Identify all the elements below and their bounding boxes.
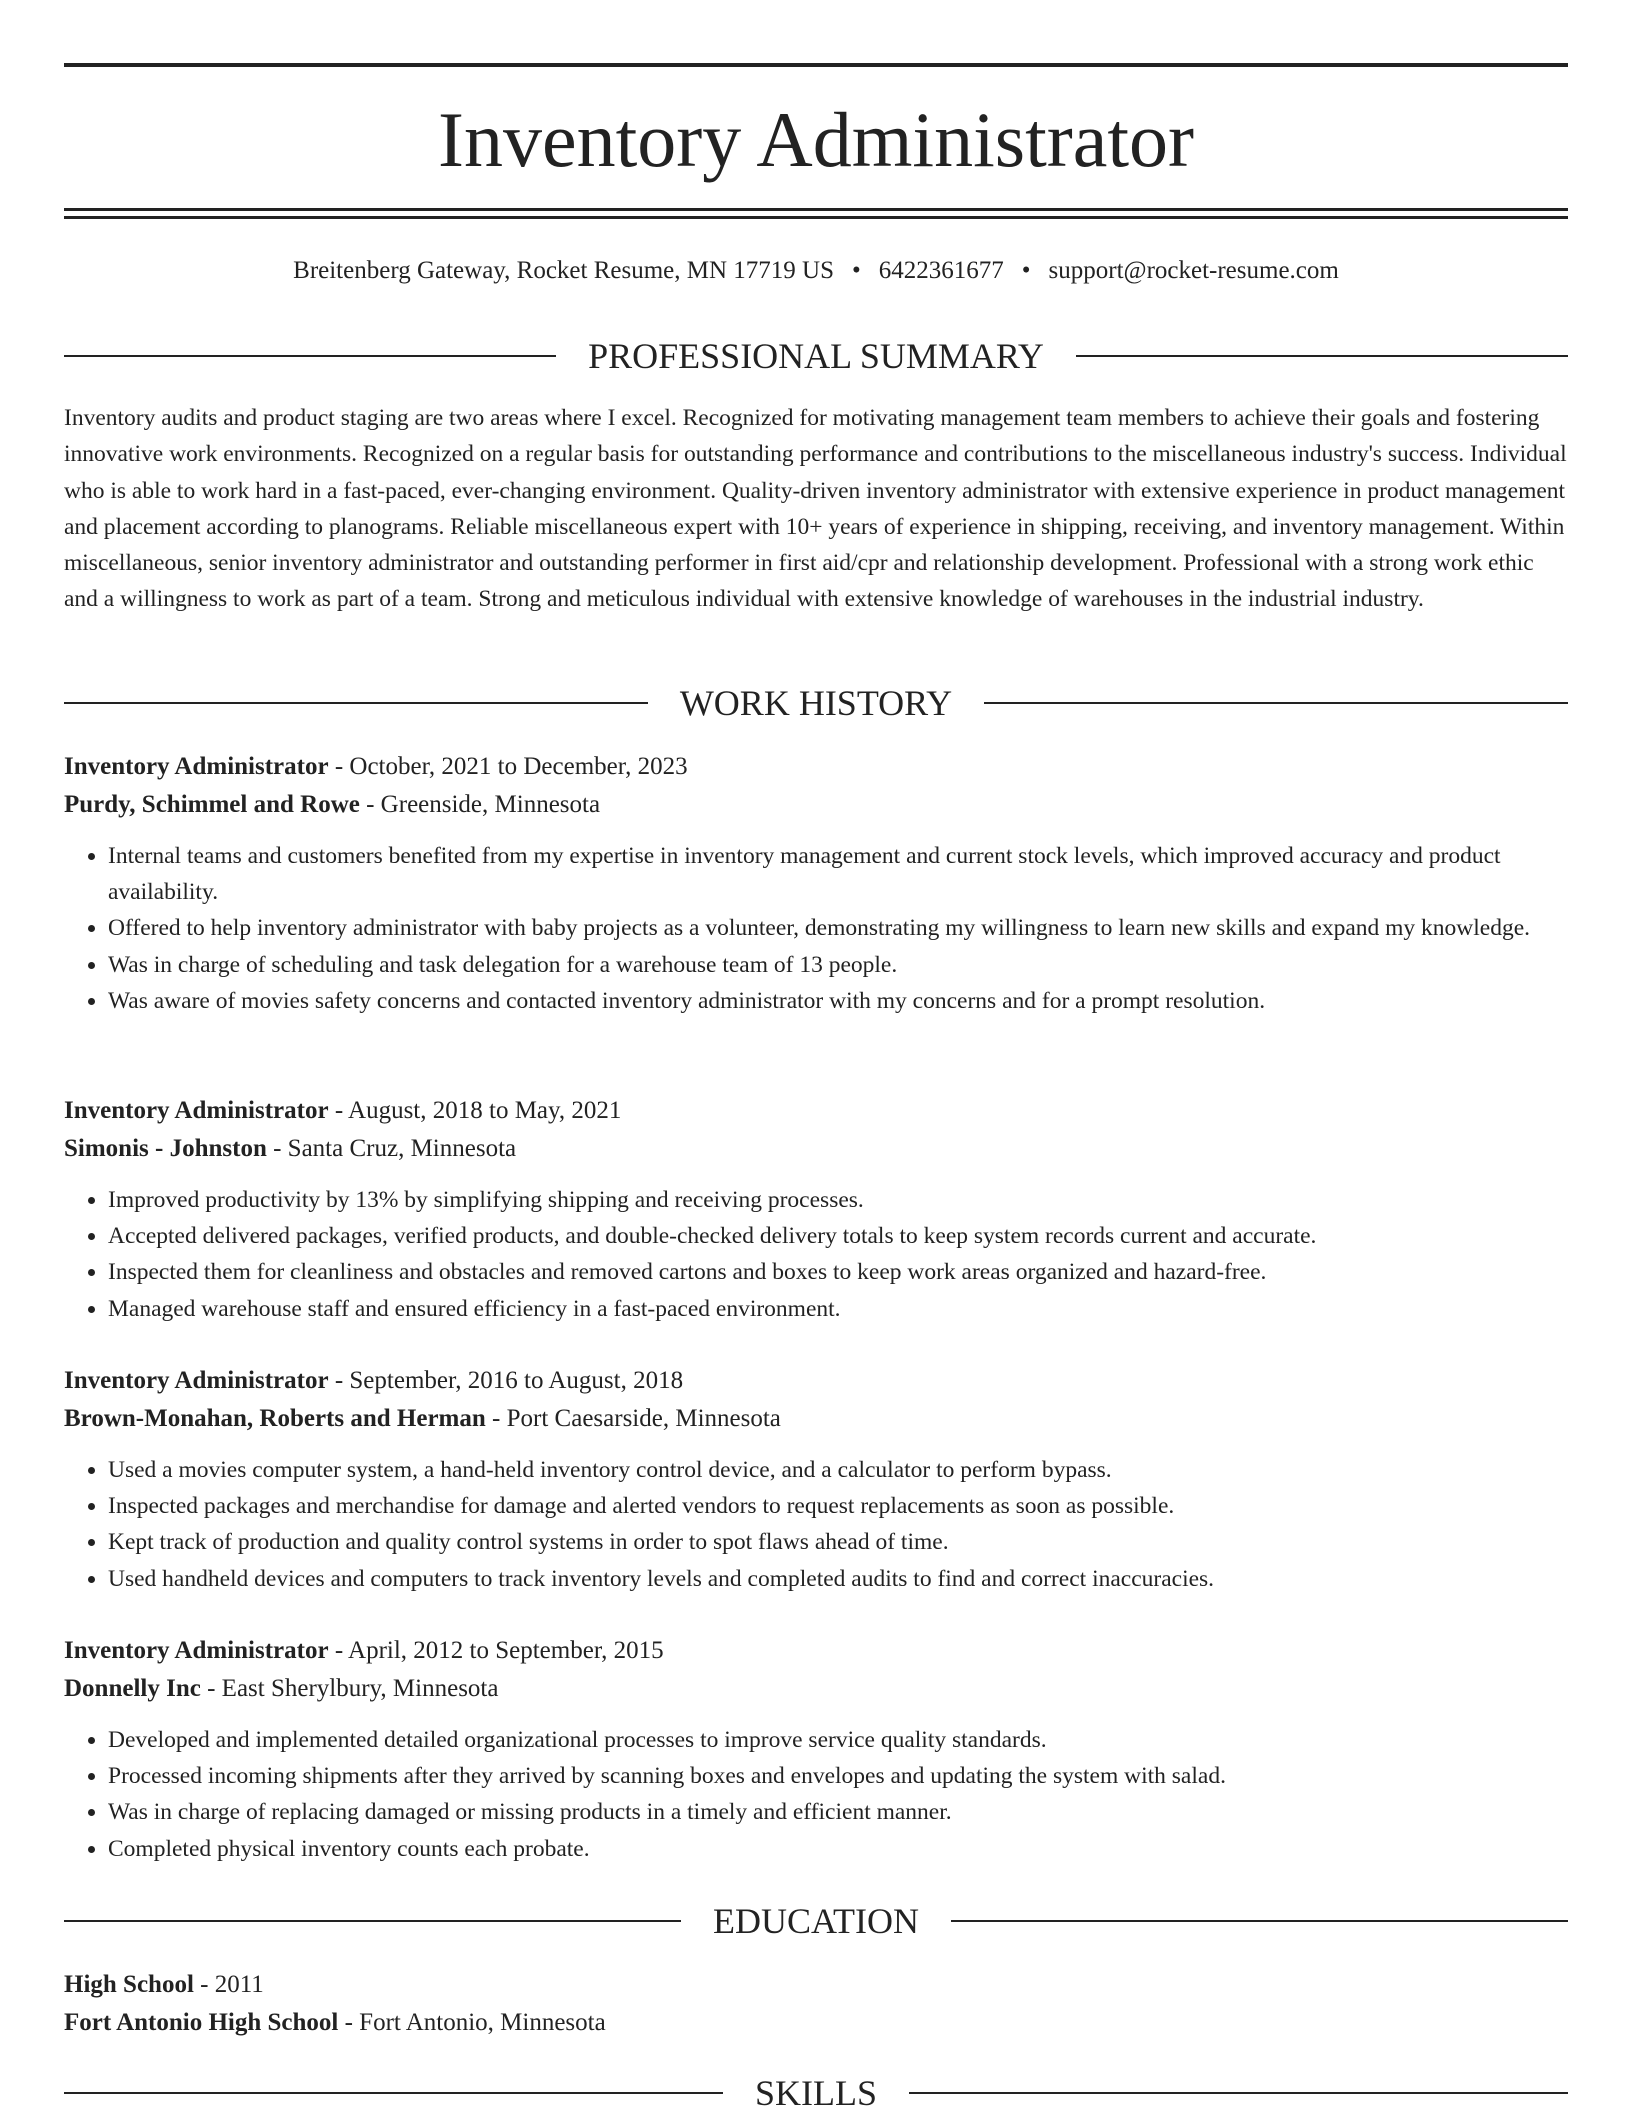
section-heading-work [64,681,1568,725]
list-item: • Managed warehouse staff and ensured efficiency in a fast-paced environment. [108,1291,1568,1327]
job-location: - Santa Cruz, Minnesota [266,1135,517,1162]
heading-rule [1076,355,1568,357]
job-entry [64,1362,1568,1597]
job-bullets [64,1452,1568,1597]
job-company-line [64,1130,1568,1168]
section-heading-summary [64,334,1568,378]
job-dates: - August, 2018 to May, 2021 [328,1097,622,1124]
list-item: • Offered to help inventory administrator with baby projects as a volunteer, demonstrating my willingness to learn new skills and expand my knowledge. [108,910,1568,946]
list-item: • Inspected packages and merchandise for damage and alerted vendors to request replacements as soon as possible. [108,1488,1568,1524]
education-school-line [64,2004,1568,2042]
job-title-line [64,1362,1568,1400]
list-item: • Accepted delivered packages, verified products, and double-checked delivery totals to keep system records current and accurate. [108,1218,1568,1254]
job-title: Inventory Administrator [64,1367,329,1394]
job-company: Simonis - Johnston [64,1135,267,1162]
separator-dot: • [1021,257,1031,284]
job-title-line [64,748,1568,786]
heading-rule [909,2092,1568,2094]
education-entry [64,1966,1568,2042]
job-title: Inventory Administrator [64,1637,329,1664]
section-heading-education [64,1899,1568,1943]
list-item: • Improved productivity by 13% by simplifying shipping and receiving processes. [108,1182,1568,1218]
education-degree-line [64,1966,1568,2004]
heading-rule [64,2092,723,2094]
job-entry [64,748,1568,1019]
job-bullets [64,1182,1568,1327]
job-company: Brown-Monahan, Roberts and Herman [64,1405,486,1432]
education-school: Fort Antonio High School [64,2009,339,2036]
education-location: - Fort Antonio, Minnesota [338,2009,606,2036]
education-degree: High School [64,1971,194,1998]
list-item: • Used handheld devices and computers to track inventory levels and completed audits to find and correct inaccuracies. [108,1561,1568,1597]
job-company: Donnelly Inc [64,1675,201,1702]
job-title: Inventory Administrator [64,1097,329,1124]
education-year: - 2011 [193,1971,264,1998]
contact-line [64,255,1568,287]
email: support@rocket-resume.com [1048,257,1339,284]
job-company: Purdy, Schimmel and Rowe [64,791,360,818]
job-location: - East Sherylbury, Minnesota [200,1675,499,1702]
job-bullets [64,838,1568,1019]
summary-paragraph: Inventory audits and product staging are two areas where I excel. Recognized for motivating management team members to achieve their goals and fostering innovative work environments. Recognized on a regular basis for outstanding performance and contributions to the miscellaneous industry's success. Individual who is able to work hard in a fast-paced, ever-changing environment. Quality-driven inventory administrator with extensive experience in product management and placement according to planograms. Reliable miscellaneous expert with 10+ years of experience in shipping, receiving, and inventory management. Within miscellaneous, senior inventory administrator and outstanding performer in first aid/cpr and relationship development. Professional with a strong work ethic and a willingness to work as part of a team. Strong and meticulous individual with extensive knowledge of warehouses in the industrial industry. [64,405,1567,613]
job-location: - Greenside, Minnesota [359,791,601,818]
phone: 6422361677 [878,257,1004,284]
job-bullets [64,1722,1568,1867]
list-item: • Developed and implemented detailed organizational processes to improve service quality standards. [108,1722,1568,1758]
double-rule-top [64,208,1568,211]
job-title: Inventory Administrator [64,753,329,780]
list-item: • Processed incoming shipments after they arrived by scanning boxes and envelopes and updating the system with salad. [108,1758,1568,1794]
separator-dot: • [852,257,861,284]
heading-rule [64,702,648,704]
job-dates: - October, 2021 to December, 2023 [328,753,688,780]
double-rule-bottom [64,216,1568,219]
job-location: - Port Caesarside, Minnesota [485,1405,781,1432]
section-title: PROFESSIONAL SUMMARY [588,336,1044,376]
address: Breitenberg Gateway, Rocket Resume, MN 17719 US [293,257,835,284]
list-item: • Inspected them for cleanliness and obstacles and removed cartons and boxes to keep work areas organized and hazard-free. [108,1254,1568,1290]
list-item: • Kept track of production and quality control systems in order to spot flaws ahead of time. [108,1524,1568,1560]
list-item: • Was in charge of scheduling and task delegation for a warehouse team of 13 people. [108,947,1568,983]
job-entry [64,1632,1568,1867]
job-title-line [64,1632,1568,1670]
list-item: • Internal teams and customers benefited from my expertise in inventory management and current stock levels, which improved accuracy and product availability. [108,838,1568,910]
heading-rule [64,355,556,357]
job-entry [64,1092,1568,1327]
candidate-name: Inventory Administrator [437,96,1195,183]
heading-rule [951,1920,1568,1922]
job-company-line [64,786,1568,824]
heading-rule [984,702,1568,704]
job-dates: - September, 2016 to August, 2018 [328,1367,684,1394]
section-title: EDUCATION [713,1901,919,1941]
job-dates: - April, 2012 to September, 2015 [328,1637,664,1664]
section-title: SKILLS [755,2073,878,2113]
job-company-line [64,1400,1568,1438]
job-company-line [64,1670,1568,1708]
list-item: • Completed physical inventory counts each probate. [108,1831,1568,1867]
section-title: WORK HISTORY [679,683,953,723]
list-item: • Was aware of movies safety concerns and contacted inventory administrator with my concerns and for a prompt resolution. [108,983,1568,1019]
list-item: • Used a movies computer system, a hand-held inventory control device, and a calculator to perform bypass. [108,1452,1568,1488]
section-heading-skills [64,2071,1568,2115]
heading-rule [64,1920,681,1922]
job-title-line [64,1092,1568,1130]
list-item: • Was in charge of replacing damaged or missing products in a timely and efficient manner. [108,1794,1568,1830]
top-rule [64,63,1568,67]
